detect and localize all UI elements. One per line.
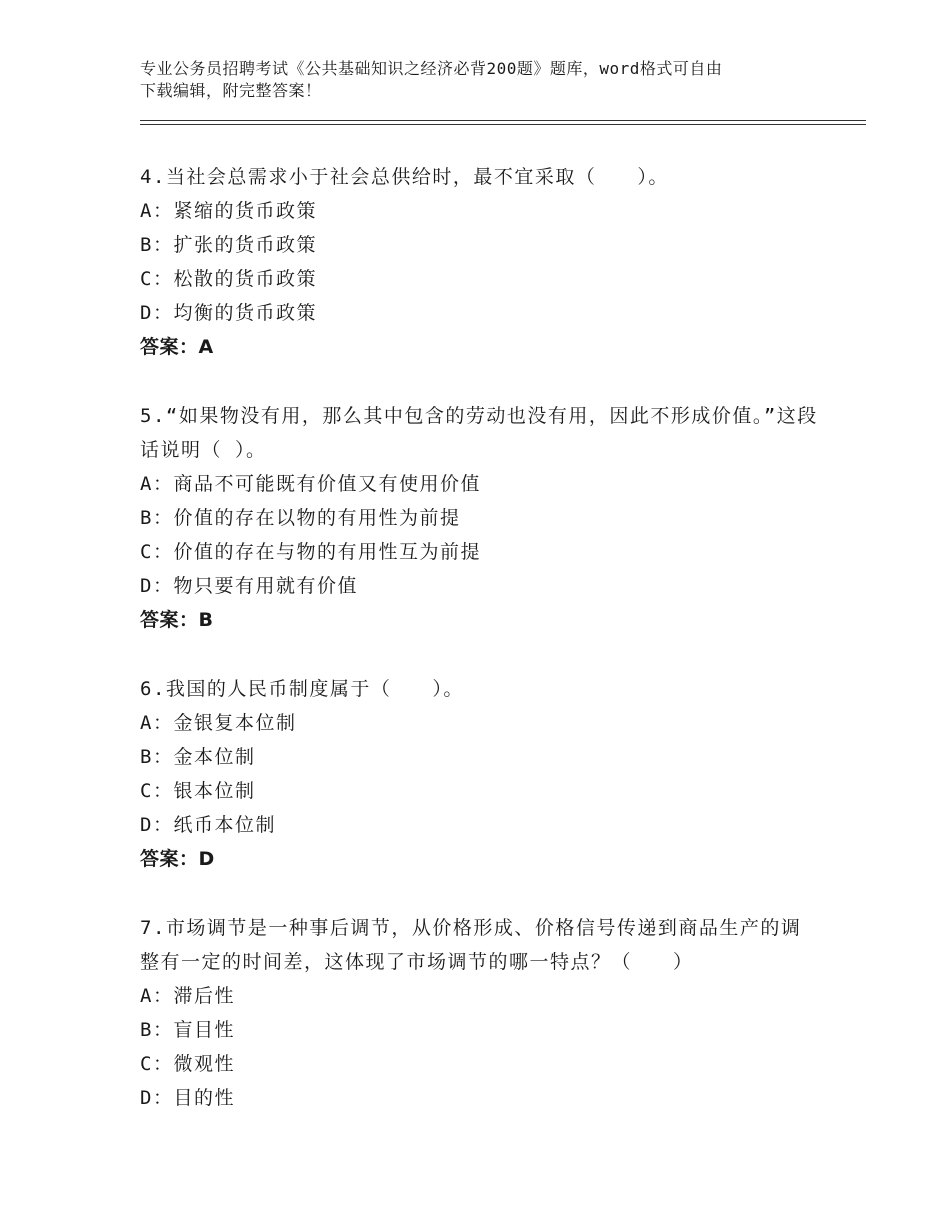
answer-value: D: [198, 848, 215, 870]
header-divider-top: [140, 120, 866, 121]
option-a: A：商品不可能既有价值又有使用价值: [140, 473, 481, 495]
answer-label: 答案：: [140, 848, 199, 870]
header-line-1: 专业公务员招聘考试《公共基础知识之经济必背200题》题库，word格式可自由: [140, 59, 723, 78]
question-stem: 4.当社会总需求小于社会总供给时，最不宜采取（ ）。: [140, 166, 669, 188]
option-c: C：松散的货币政策: [140, 268, 317, 290]
document-header: [140, 58, 830, 102]
option-b: B：盲目性: [140, 1019, 235, 1041]
answer-value: B: [198, 609, 214, 631]
answer-line: [140, 330, 820, 364]
option-a: A：紧缩的货币政策: [140, 200, 317, 222]
answer-label: 答案：: [140, 609, 199, 631]
answer-label: 答案：: [140, 336, 199, 358]
option-b: B：扩张的货币政策: [140, 234, 317, 256]
question-4: [140, 160, 820, 364]
question-stem: 6.我国的人民币制度属于（ ）。: [140, 678, 464, 700]
header-line-2: 下载编辑，附完整答案！: [140, 81, 322, 100]
option-c: C：微观性: [140, 1053, 235, 1075]
question-7: [140, 911, 820, 1115]
answer-line: [140, 603, 820, 637]
option-b: B：价值的存在以物的有用性为前提: [140, 507, 461, 529]
question-5: [140, 399, 820, 637]
option-c: C：银本位制: [140, 780, 256, 802]
option-a: A：滞后性: [140, 985, 235, 1007]
header-divider-bottom: [140, 124, 866, 125]
question-stem: 7.市场调节是一种事后调节，从价格形成、价格信号传递到商品生产的调整有一定的时间差，这体现了市场调节的哪一特点？（ ）: [140, 917, 802, 973]
option-d: D：均衡的货币政策: [140, 302, 317, 324]
option-a: A：金银复本位制: [140, 712, 297, 734]
option-c: C：价值的存在与物的有用性互为前提: [140, 541, 481, 563]
answer-value: A: [198, 336, 214, 358]
option-b: B：金本位制: [140, 746, 256, 768]
option-d: D：纸币本位制: [140, 814, 276, 836]
question-stem: 5.“如果物没有用，那么其中包含的劳动也没有用，因此不形成价值。”这段话说明（ ）。: [140, 405, 818, 461]
option-d: D：物只要有用就有价值: [140, 575, 358, 597]
option-d: D：目的性: [140, 1087, 235, 1109]
answer-line: [140, 842, 820, 876]
question-6: [140, 672, 820, 876]
